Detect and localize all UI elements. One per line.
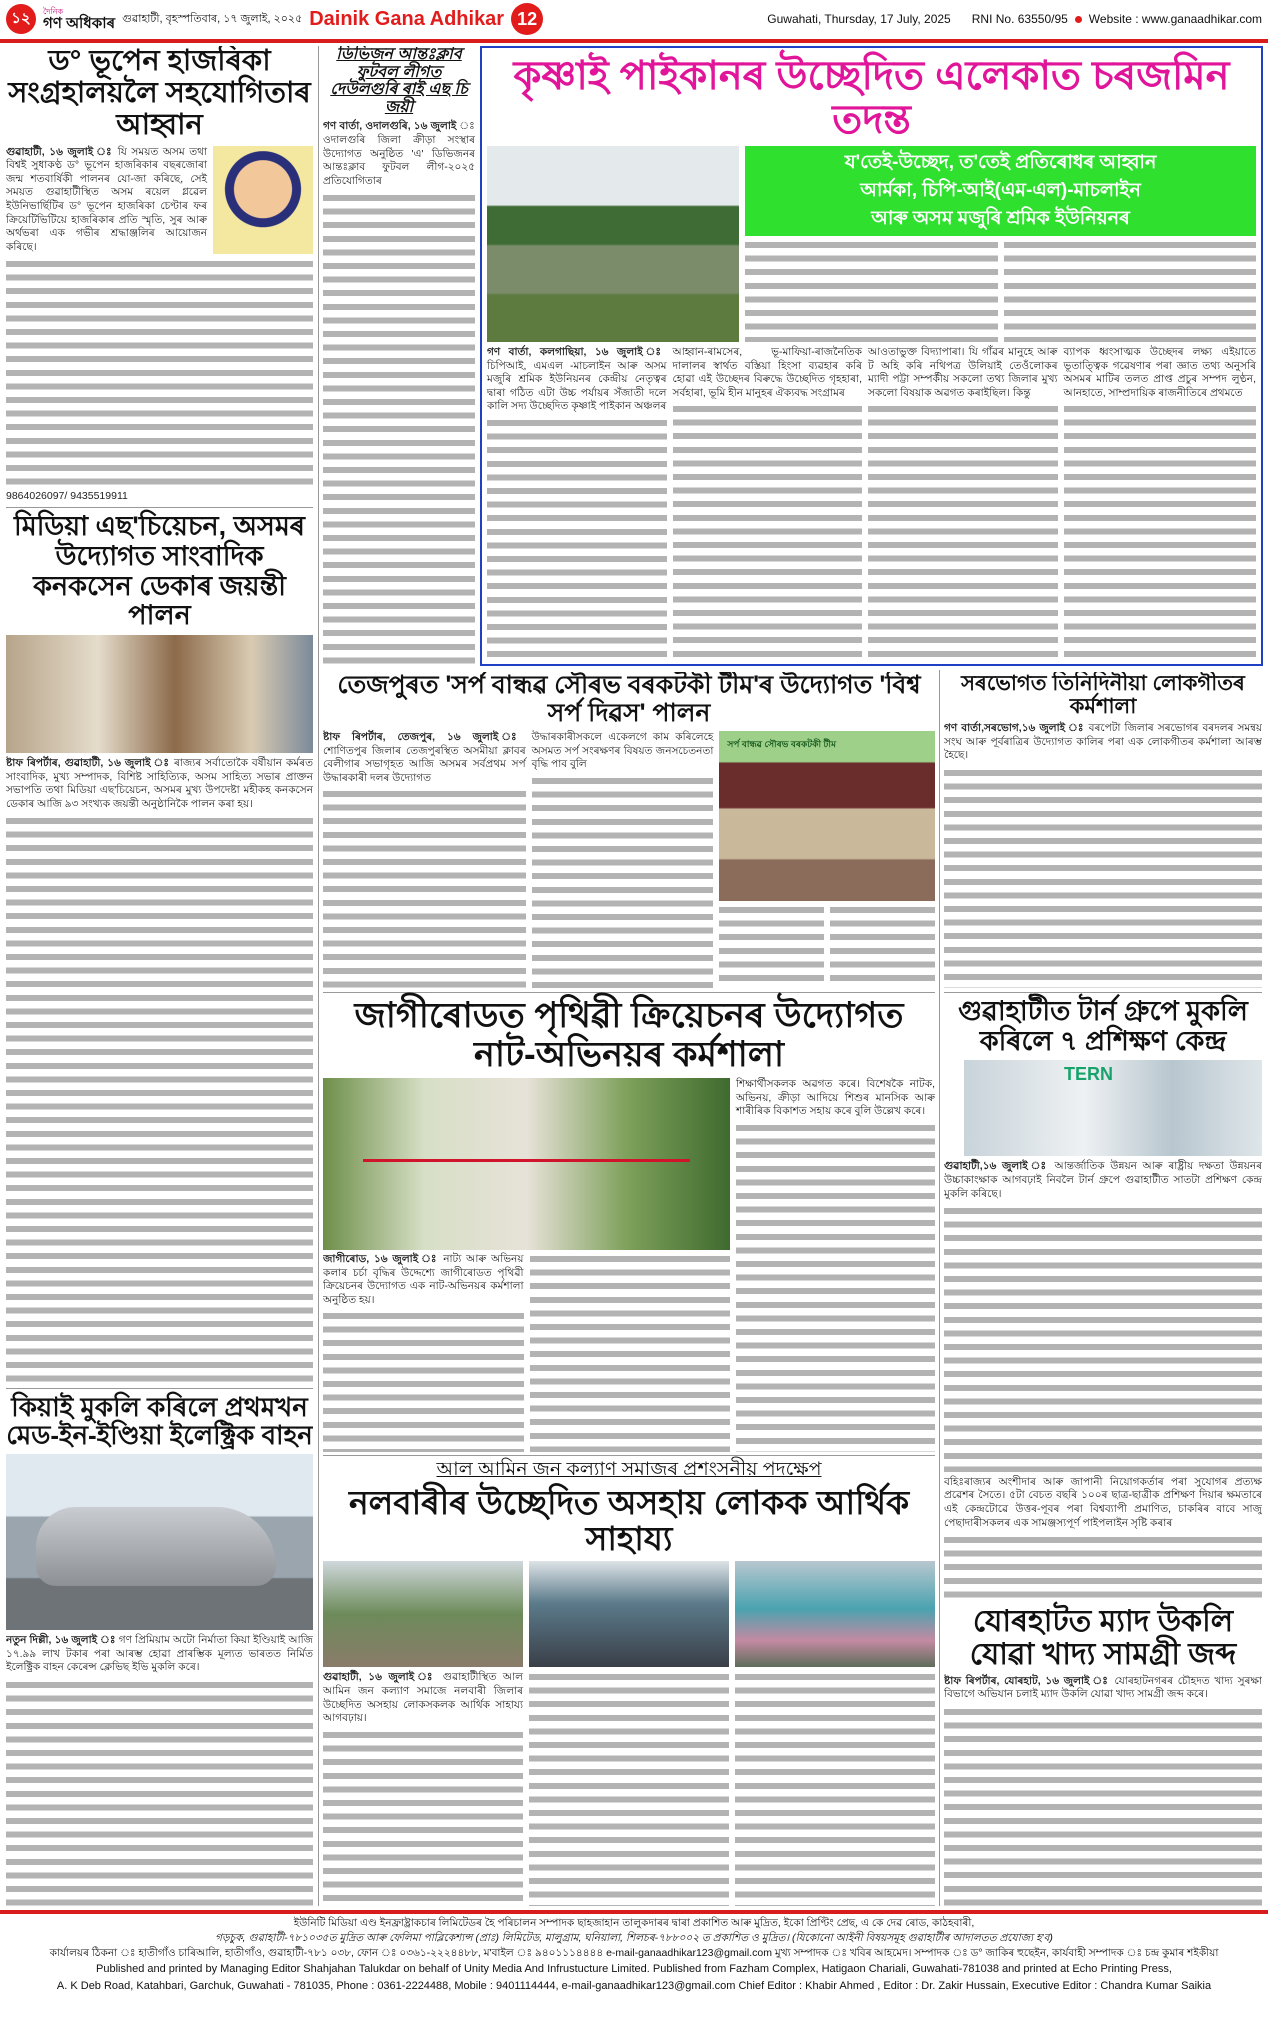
bhupen-contact — [6, 490, 313, 504]
column-right-lower — [944, 992, 1262, 1906]
snake-body-cont4 — [830, 904, 935, 988]
header-rule — [0, 39, 1268, 43]
lead-body-col2-cont — [673, 403, 863, 659]
ev-body-intro — [6, 1634, 313, 1675]
headline-bhupen: ড° ভূপেন হাজৰিকা সংগ্ৰহালয়লৈ সহযোগিতাৰ আহ্বান — [8, 46, 311, 141]
dateline: গণ বাৰ্তা,সৰভোগ,১৬ জুলাই ঃ — [944, 722, 1085, 735]
theatre-body-intro — [323, 1253, 524, 1307]
imprint-line: কাৰ্যালয়ৰ ঠিকনা ঃ হাতীগাঁও চাৰিআলি, হাতীগাঁও, গুৱাহাটী-৭৮১ ০৩৮, ফোন ঃ ০৩৬১-২২২৪৪৮৮, ম'বাইল ঃ ৯৪০১১১৪৪৪৪ e-mail-ganaadhikar123@gmail.com মুখ্য সম্পাদক ঃ খবিৰ আহমেদ। সম্পাদক ঃ ড° জাকিৰ হুছেইন, কাৰ্যবাহী সম্পাদক ঃ চন্দ্ৰ কুমাৰ শইকীয়া — [49, 1947, 1219, 1959]
tern-body-intro — [944, 1160, 1262, 1201]
divider — [944, 992, 1262, 993]
lead-body-col2-text — [673, 346, 863, 400]
bhupen-body-cont — [6, 258, 313, 485]
snake-body-intro — [323, 731, 526, 785]
kanaksen-body-cont — [6, 815, 313, 1383]
lead-top-right — [745, 146, 1256, 342]
date-bn: গুৱাহাটী, বৃহস্পতিবাৰ, ১৭ জুলাই, ২০২৫ — [122, 12, 303, 25]
dateline: গুৱাহাটী,১৬ জুলাই ঃ — [944, 1160, 1049, 1173]
nalbari-body-cont3 — [735, 1671, 935, 1906]
car-shape — [36, 1507, 276, 1586]
article-text: নাট্য আৰু অভিনয় কলাৰ চৰ্চা বৃদ্ধিৰ উদ্দেশ্যে জাগীৰোডত পৃথিৱী ক্ৰিয়েচনৰ উদ্যোগত এক নাট-অভিনয়ৰ কৰ্মশালা অনুষ্ঠিত হয়। — [323, 1253, 524, 1306]
lead-body-col1-text — [487, 346, 667, 414]
divider — [6, 1388, 313, 1389]
column-rule — [939, 670, 940, 1906]
lead-body-col4 — [1064, 346, 1256, 659]
article-text: গুৱাহাটীস্থিত আল আমিন জন কল্যাণ সমাজে নলবাৰী জিলাৰ উচ্ছেদিত অসহায় লোকসকলক আৰ্থিক সাহায্য আগবঢ়ায়। — [323, 1671, 523, 1725]
column-b — [323, 46, 475, 664]
dateline: জাগীৰোড, ১৬ জুলাই ঃ — [323, 1253, 439, 1265]
snake-col3 — [719, 731, 935, 988]
dateline: গুৱাহাটী, ১৬ জুলাই ঃ — [323, 1671, 437, 1684]
masthead-small: দৈনিক — [43, 6, 64, 16]
article-text: যোৰহাটনগৰৰ চৌহদত খাদ্য সুৰক্ষা বিভাগে অভিযান চলাই ম্যাদ উকলি যোৱা খাদ্য সামগ্ৰী জব্দ কৰে। — [944, 1674, 1262, 1701]
imprint-line: Published and printed by Managing Editor Shahjahan Talukdar on behalf of Unity Media And Infrustucture Limited. Published from Fazham Complex, Hatigaon Chariali, Guwahati-781038 and printed at Echo Printing Press, — [96, 1963, 1172, 1975]
headline-lead: কৃষ্ণাই পাইকানৰ উচ্ছেদিত এলেকাত চৰজমিন তদন্ত — [513, 54, 1230, 142]
bhupen-body-intro — [6, 146, 207, 255]
article-text: আওতাভুক্ত বিদ্যাপাৰা। যি গাঁৱৰ মানুহে আৰু ট অহি কৰি নথিপত্ৰ উলিয়াই তেওঁলোকৰ ম্যাদী পট্টা সম্পৰ্কীয় সকলো তথ্য জিলাৰ মুখ্য সকলো বিষয়াক অৱগত কৰাইছিল। কিন্তু — [868, 346, 1058, 399]
article-text: আহ্বান-ৰামসেৰ, ভূ-মাফিয়া-ৰাজনৈতিক দালালৰ স্বাৰ্থত বস্তিয়া হিংসা ব্যৱহাৰ কৰি হোৱা এই উচ্ছেদৰ বিৰুদ্ধে উচ্ছেদিত গৃহহাৰা, সৰ্বহাৰা, ভূমি হীন মানুহৰ ঐক্যবদ্ধ সংগ্ৰামৰ — [672, 346, 863, 399]
article-text: শিক্ষাৰ্থীসকলক অৱগত কৰে। বিশেষকৈ নাটক, অভিনয়, ক্ৰীড়া আদিয়ে শিশুৰ মানসিক আৰু শাৰীৰিক বিকাশত সহায় কৰে বুলি উল্লেখ কৰে। — [736, 1078, 935, 1118]
jorhat-body-intro — [944, 1675, 1262, 1702]
theatre-body-cont3 — [736, 1122, 935, 1452]
bhupen-intro-row — [6, 146, 313, 255]
dateline: গণ বাৰ্তা, কলগাছিয়া, ১৬ জুলাই ঃ — [487, 346, 667, 358]
headline-jorhat-seizure: যোৰহাটত ম্যাদ উকলি যোৱা খাদ্য সামগ্ৰী জব্দ — [969, 1604, 1237, 1671]
page-number-badge: 12 — [511, 3, 543, 35]
theatre-body-row — [323, 1078, 935, 1452]
snake-body-col2 — [532, 731, 714, 772]
snake-day-story — [323, 672, 935, 988]
headline-nalbari-aid: নলবাৰীৰ উচ্ছেদিত অসহায় লোকক আৰ্থিক সাহায্য — [348, 1483, 910, 1558]
theatre-right — [736, 1078, 935, 1452]
headline-theatre-workshop: জাগীৰোডত পৃথিৱী ক্ৰিয়েচনৰ উদ্যোগত নাট-অভিনয়ৰ কৰ্মশালা — [354, 996, 904, 1074]
photo-banner-text: সৰ্প বান্ধৱ সৌৰভ বৰকটকী টীম — [727, 739, 836, 749]
article-text: বহিঃৰাজ্যৰ অংশীদাৰ আৰু জাপানী নিয়োগকৰ্তাৰ পৰা সুযোগৰ প্ৰত্যক্ষ প্ৰৱেশৰ সৈতে। ৫টা বেচত বছৰি ১০০ৰ ছাত্ৰ-ছাত্ৰীক প্ৰশিক্ষণ দিয়াৰ ক্ষমতাৰে এই কেন্দ্ৰটোৱে উত্তৰ-পূবৰ পৰা বিশ্বব্যাপী প্ৰমাণিত, চাকৰিৰ বাবে সাজু পেছাদাৰীসকলৰ এক সামঞ্জস্যপূৰ্ণ পাইপলাইন সৃষ্টি কৰাৰ — [944, 1475, 1262, 1529]
rni-number: RNI No. 63550/95 — [971, 12, 1068, 26]
football-body-cont — [323, 192, 475, 664]
dateline: গুৱাহাটী, ১৬ জুলাই ঃ — [6, 145, 114, 158]
subhead-line: য'তেই-উচ্ছেদ, ত'তেই প্ৰতিৰোধৰ আহ্বান — [844, 152, 1157, 173]
lead-upper-body-row — [745, 239, 1256, 342]
masthead-logo — [43, 8, 115, 31]
tern-body-cont — [944, 1205, 1262, 1472]
lead-body-col4-text — [1064, 346, 1256, 400]
folk-body-intro — [944, 722, 1262, 763]
snake-body-cont3 — [719, 904, 824, 988]
dateline: ষ্টাফ ৰিপৰ্টাৰ, তেজপুৰ, ১৬ জুলাই ঃ — [323, 731, 526, 743]
article-text: চিপিআই, এমএল -মাচলাইন আৰু অসম মজুৰি শ্ৰমিক ইউনিয়নৰ কেন্দ্ৰীয় নেতৃত্বৰ দ্বাৰা গঠিত এটা উচ্চ পৰ্যায়ৰ সঁজাতী দলে কালি সদ্য উচ্ছেদিত কৃষ্ণাই পাইকান অঞ্চলৰ — [487, 359, 667, 413]
lead-body-upper-1 — [745, 239, 998, 342]
kanaksen-body-intro — [6, 757, 313, 811]
headline-tern-centres: গুৱাহাটীত টাৰ্ন গ্ৰুপে মুকলি কৰিলে ৭ প্ৰশিক্ষণ কেন্দ্ৰ — [958, 996, 1248, 1056]
lead-subhead-box — [745, 146, 1256, 236]
column-a — [6, 46, 313, 1906]
page-number-badge-bn: ১২ — [6, 4, 36, 34]
headline-ev: কিয়াই মুকলি কৰিলে প্ৰথমখন মেড-ইন-ইণ্ডিয়া ইলেক্ট্ৰিক বাহন — [6, 1391, 313, 1451]
snake-col2 — [532, 731, 714, 988]
nalbari-photo-row — [323, 1561, 935, 1667]
snake-day-award-photo — [719, 731, 935, 901]
subhead-line: আৰু অসম মজুৰি শ্ৰমিক ইউনিয়নৰ — [871, 208, 1130, 229]
nalbari-body-cont1 — [323, 1729, 523, 1906]
article-text: ৰাজ্যৰ সৰ্বাতোকৈ বৰ্ষীয়ান কৰ্মৰত সাংবাদিক, মুখ্য সম্পাদক, বিশিষ্ট সাহিত্যিক, অসম সাহিত্য সভাৰ প্ৰাক্তন সভাপতি তথা মিডিয়া এছ'চিয়েচন, অসমৰ মুখ্য উপদেষ্টা মহীকহ কনকসেন ডেকাৰ আজি ৯৩ সংখ্যক জয়ন্তী অনুষ্ঠানিকৈ পালন কৰা হয়। — [6, 757, 313, 810]
article-text: গণ প্ৰিমিয়াম অটো নিৰ্মাতা কিয়া ইণ্ডিয়াই আজি ১৭.৯৯ লাখ টকাৰ পৰা আৰম্ভ হোৱা প্ৰাৰম্ভিক মূল্যত ভাৰতত নিৰ্মিত ইলেক্ট্ৰিক বাহন কেৰেন্স ক্লেভিছ ইভি মুকলি কৰে। — [6, 1633, 313, 1674]
theatre-body-cont2 — [530, 1253, 731, 1452]
folk-body-cont — [944, 767, 1262, 988]
kia-ev-car-photo — [6, 1454, 313, 1630]
lead-body-upper-2 — [1004, 239, 1257, 342]
nalbari-photo-1 — [323, 1561, 523, 1667]
imprint-line: ইউনিটি মিডিয়া এণ্ড ইনফ্ৰাষ্ট্ৰাকচাৰ লিমিটেডৰ হৈ পৰিচালন সম্পাদক ছাহজাহান তালুকদাৰৰ দ্বাৰা প্ৰকাশিত আৰু মুদ্ৰিত, ইকো প্ৰিণ্টিং প্ৰেছ, এ কে দেৱ ৰোড, কাঠহবাৰী, — [293, 1917, 975, 1929]
dateline: ষ্টাফ ৰিপৰ্টাৰ, গুৱাহাটী, ১৬ জুলাই ঃ — [6, 757, 170, 770]
lead-story-box — [480, 46, 1263, 666]
nalbari-body-intro — [323, 1671, 523, 1725]
dateline: গণ বাৰ্তা, ওদালগুৰি, ১৬ জুলাই — [323, 120, 457, 133]
lead-body-col3-cont — [868, 403, 1058, 659]
tern-launch-photo — [964, 1060, 1262, 1156]
title-en: Dainik Gana Adhikar — [309, 7, 505, 30]
subhead-line: আৰ্মকা, চিপি-আই(এম-এল)-মাচলাইন — [860, 180, 1141, 201]
theatre-lower-row — [323, 1253, 730, 1452]
contact-numbers: 9864026097/ 9435519911 — [6, 489, 128, 502]
imprint-line: A. K Deb Road, Katahbari, Garchuk, Guwahati - 781035, Phone : 0361-2224488, Mobile : 9401114444, e-mail-ganaadhikar123@gmail.com Chief Editor : Khabir Ahmed , Editor : Dr. Zakir Hussain, Executive Editor : Chandra Kumar Saikia — [56, 1980, 1212, 1992]
theatre-col1 — [323, 1253, 524, 1452]
article-text: ব্যাপক ধ্বংসাত্মক উচ্ছেদৰ লক্ষ্য এইয়াতে ভূতাত্ত্বিক গৱেষণাৰ পৰা জ্ঞাত তথ্য অনুসৰি অসমৰ মাটিৰ তলত প্ৰাপ্ত প্ৰচুৰ সম্পদ লুণ্ঠন, আনহাতে, সাম্প্ৰদায়িক ৰাজনীতিৰে প্ৰথমতে — [1063, 346, 1256, 399]
kicker-nalbari: আল আমিন জন কল্যাণ সমাজৰ প্ৰশংসনীয় পদক্ষেপ — [436, 1459, 822, 1480]
lead-body-col3-text — [868, 346, 1058, 400]
tern-body-end — [944, 1534, 1262, 1601]
dateline-en: Guwahati, Thursday, 17 July, 2025 — [767, 12, 951, 26]
website-link[interactable]: Website : www.ganaadhikar.com — [1088, 12, 1262, 26]
dateline: নতুন দিল্লী, ১৬ জুলাই ঃ — [6, 1633, 116, 1646]
article-text: ওদালগুৰি জিলা ক্ৰীড়া সংস্থাৰ উদ্যোগত অনুষ্ঠিত 'এ' ডিভিজনৰ আন্তঃক্লাব ফুটবল লীগ-২০২৫ প্ৰতিযোগিতাৰ — [323, 133, 475, 187]
nalbari-story — [323, 1455, 935, 1906]
headline-football: ডিভিজন আন্তঃক্লাব ফুটবল লীগত দেউলগুৰি ৰাই এছ চি জয়ী — [330, 46, 468, 116]
snake-body-row — [323, 731, 935, 988]
dateline: ষ্টাফ ৰিপৰ্টাৰ, যোৰহাট, ১৬ জুলাই ঃ — [944, 1674, 1110, 1687]
theatre-body-cont1 — [323, 1310, 524, 1452]
headline-snake-day: তেজপুৰত 'সৰ্প বান্ধৱ সৌৰভ বৰকটকী টীম'ৰ উদ্যোগত 'বিশ্ব সৰ্প দিৱস' পালন — [337, 672, 921, 727]
snake-bottom-row — [719, 904, 935, 988]
snake-body-cont1 — [323, 788, 526, 988]
headline-folk-workshop: সৰভোগত তিনিদিনীয়া লোকগীতৰ কৰ্মশালা — [961, 672, 1245, 719]
article-text: আন্তৰ্জাতিক উন্নয়ন আৰু ৰাষ্ট্ৰীয় দক্ষতা উন্নয়নৰ উচ্চাকাংক্ষাক আগবঢ়াই নিবলৈ টাৰ্ন গ্ৰুপে গুৱাহাটীত সাতটা প্ৰশিক্ষণ কেন্দ্ৰ মুকলি কৰিছে। — [944, 1160, 1262, 1200]
imprint — [0, 1916, 1268, 1994]
footer-rule — [0, 1910, 1268, 1914]
folk-story — [944, 672, 1262, 988]
article-text: বৰপেটা জিলাৰ সৰভোগৰ বৰদলৰ সমন্বয় সংঘ আৰু পূৰ্বৰাত্ৰিৰ উদ্যোগত কালিৰ পৰা এক লোকগীতৰ কৰ্মশালা আৰম্ভ হৈছে। — [944, 722, 1262, 762]
divider — [323, 1455, 935, 1456]
bhupen-hazarika-portrait — [213, 146, 313, 254]
theatre-body-col3 — [736, 1078, 935, 1119]
lead-site-visit-photo — [487, 146, 739, 342]
tern-logo-text: TERN — [1064, 1064, 1113, 1085]
nalbari-photo-3 — [735, 1561, 935, 1667]
theatre-left — [323, 1078, 730, 1452]
divider — [323, 992, 935, 993]
column-rule — [318, 46, 319, 1906]
lead-body-col2 — [673, 346, 863, 659]
headline-kanaksen: মিডিয়া এছ'চিয়েচন, অসমৰ উদ্যোগত সাংবাদিক কনকসেন ডেকাৰ জয়ন্তী পালন — [13, 511, 306, 631]
nalbari-col1 — [323, 1671, 523, 1906]
lead-body-col1 — [487, 346, 667, 659]
masthead-name: গণ অধিকাৰ — [43, 14, 116, 32]
article-text: উদ্ধাৰকাৰীসকলে একেলগে কাম কৰিলেহে অসমত সৰ্প সংৰক্ষণৰ বিষয়ত জনসচেতনতা বৃদ্ধি পাব বুলি — [531, 731, 714, 771]
snake-body-cont2 — [532, 775, 714, 988]
divider — [6, 507, 313, 508]
nalbari-body-row — [323, 1671, 935, 1906]
theatre-ribbon-cutting-photo — [323, 1078, 730, 1250]
lead-body-col1-cont — [487, 417, 667, 659]
imprint-line: গড়চুক, গুৱাহাটী-৭৮১০৩৫ত মুদ্ৰিত আৰু ফেলিমা পাব্লিকেশ্যন্স (প্ৰাঃ) লিমিটেড, মালুগ্ৰাম, ঘনিয়ালা, শিলচৰ-৭৮৮০০২ ত প্ৰকাশিত ও মুদ্ৰিত। (যিকোনো আইনী বিষয়সমূহ গুৱাহাটীৰ আদালতত প্ৰযোজ্য হ'ব) — [215, 1932, 1053, 1944]
theatre-story — [323, 992, 935, 1452]
article-text: শোণিতপুৰ জিলাৰ তেজপুৰস্থিত অসমীয়া ক্লাবৰ বেলীগাৰ সভাগৃহত আজি অসমৰ সৰ্বপ্ৰথম সৰ্প উদ্ধাৰকাৰী দলৰ উদ্যোগত — [323, 744, 526, 784]
bullet-icon — [1075, 16, 1082, 23]
snake-col1 — [323, 731, 526, 988]
nalbari-body-cont2 — [529, 1671, 729, 1906]
masthead-bar — [0, 0, 1268, 38]
lead-body-col4-cont — [1064, 403, 1256, 659]
tern-body-tail — [944, 1476, 1262, 1530]
jorhat-body-cont — [944, 1706, 1262, 1906]
nalbari-photo-2 — [529, 1561, 729, 1667]
lead-top-row — [487, 146, 1256, 342]
football-body-intro — [323, 120, 475, 188]
kanaksen-event-photo — [6, 635, 313, 753]
ev-body-cont — [6, 1679, 313, 1906]
article-text: যি সময়ত অসম তথা বিশ্বই সুধাকণ্ঠ ড° ভূপেন হাজৰিকাৰ বছৰজোৰা জন্ম শতবাৰ্ষিকী পালনৰ যো-জা কৰিছে, সেই সময়ত গুৱাহাটীস্থিত অসম ৰয়েল গ্লৱেল ইউনিভাৰ্ছিটিৰ ড° ভূপেন হাজৰিকা চেণ্টাৰ ফৰ ক্ৰিয়েটিভিটিয়ে হাজৰিকাৰ প্ৰতি স্মৃতি, সুৰ আৰু অৰ্থভৰা এক গভীৰ শ্ৰদ্ধাঞ্জলিৰ আয়োজন কৰিছে। — [6, 145, 207, 253]
ribbon-shape — [363, 1159, 690, 1162]
lead-body-col3 — [868, 346, 1058, 659]
lead-body-row — [487, 346, 1256, 659]
